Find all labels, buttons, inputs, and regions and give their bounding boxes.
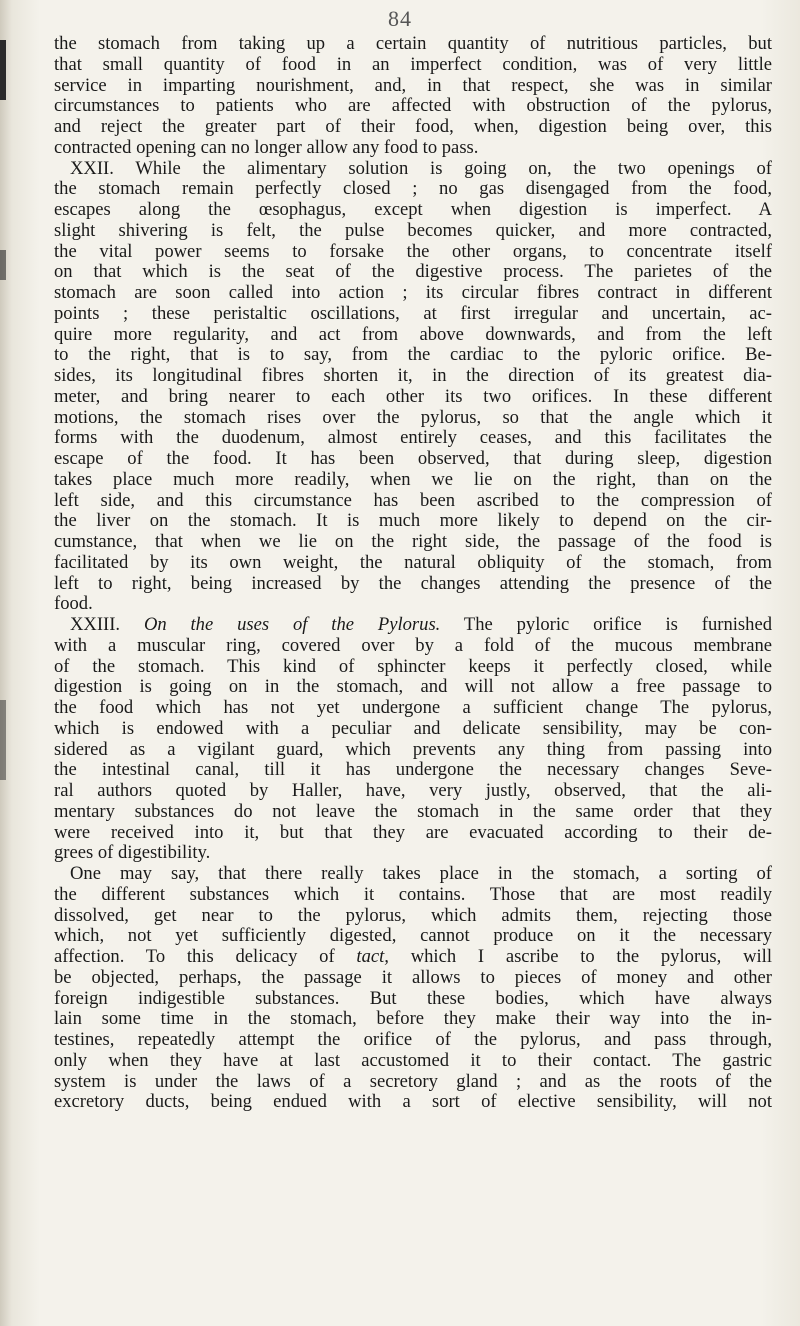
binding-shadow — [0, 250, 6, 280]
text-line: the food which has not yet undergone a sufficient change The pylorus, — [54, 697, 772, 718]
text-line: circumstances to patients who are affected with obstruction of the pylorus, — [54, 95, 772, 117]
text-line: quire more regularity, and act from above downwards, and from the left — [54, 323, 772, 345]
text-line: system is under the laws of a secretory gland ; and as the roots of the — [54, 1070, 772, 1092]
text-line: to the right, that is to say, from the cardiac to the pyloric orifice. Be- — [54, 344, 772, 366]
text-line: the stomach remain perfectly closed ; no gas disengaged from the food, — [54, 178, 772, 200]
text-line: escapes along the œsophagus, except when digestion is imperfect. A — [54, 199, 772, 220]
body-text — [54, 34, 772, 1113]
text-line: of the stomach. This kind of sphincter keeps it perfectly closed, while — [54, 655, 772, 677]
text-line: cumstance, that when we lie on the right side, the passage of the food is — [54, 531, 772, 552]
text-line: stomach are soon called into action ; its circular fibres contract in different — [54, 282, 772, 303]
text-line: escape of the food. It has been observed, that during sleep, digestion — [54, 448, 772, 469]
text-line: facilitated by its own weight, the natural obliquity of the stomach, from — [54, 551, 772, 573]
text-line: lain some time in the stomach, before they make their way into the in- — [54, 1008, 772, 1030]
text-line: which, not yet sufficiently digested, cannot produce on it the necessary — [54, 925, 772, 947]
text-line: digestion is going on in the stomach, and will not allow a free passage to — [54, 676, 772, 698]
text-line: and reject the greater part of their food, when, digestion being over, this — [54, 116, 772, 137]
text-line: only when they have at last accustomed it to their contact. The gastric — [54, 1049, 772, 1071]
text-line: XXII. While the alimentary solution is going on, the two openings of — [70, 157, 772, 179]
text-line: affection. To this delicacy of tact, which I ascribe to the pylorus, will — [54, 946, 772, 967]
text-line: forms with the duodenum, almost entirely ceases, and this facilitates the — [54, 427, 772, 449]
text-line: testines, repeatedly attempt the orifice of the pylorus, and pass through, — [54, 1029, 772, 1050]
text-line: motions, the stomach rises over the pylorus, so that the angle which it — [54, 406, 772, 428]
text-line: dissolved, get near to the pylorus, which admits them, rejecting those — [54, 904, 772, 926]
text-line: meter, and bring nearer to each other its two orifices. In these different — [54, 385, 772, 407]
text-line: be objected, perhaps, the passage it allows to pieces of money and other — [54, 966, 772, 988]
text-line: left to right, being increased by the changes attending the presence of the — [54, 572, 772, 594]
text-line: food. — [54, 593, 93, 615]
text-line: left side, and this circumstance has been ascribed to the compression of — [54, 489, 772, 511]
text-line: contracted opening can no longer allow any food to pass. — [54, 136, 479, 158]
text-line: foreign indigestible substances. But these bodies, which have always — [54, 987, 772, 1009]
text-line: sidered as a vigilant guard, which prevents any thing from passing into — [54, 738, 772, 760]
text-line: were received into it, but that they are evacuated according to their de- — [54, 821, 772, 843]
text-line: One may say, that there really takes place in the stomach, a sorting of — [70, 863, 772, 884]
text-line: sides, its longitudinal fibres shorten it, in the direction of its greatest dia- — [54, 365, 772, 386]
text-line: the different substances which it contains. Those that are most readily — [54, 883, 772, 905]
text-line: service in imparting nourishment, and, in that respect, she was in similar — [54, 74, 772, 96]
text-line: with a muscular ring, covered over by a fold of the mucous membrane — [54, 634, 772, 656]
binding-shadow — [0, 40, 6, 100]
text-line: ral authors quoted by Haller, have, very justly, observed, that the ali- — [54, 780, 772, 801]
binding-shadow — [0, 700, 6, 780]
text-line: which is endowed with a peculiar and delicate sensibility, may be con- — [54, 717, 772, 739]
text-line: grees of digestibility. — [54, 842, 211, 864]
text-line: the vital power seems to forsake the other organs, to concentrate itself — [54, 240, 772, 262]
text-line: XXIII. On the uses of the Pylorus. The pyloric orifice is furnished — [70, 614, 772, 635]
text-line: points ; these peristaltic oscillations, at first irregular and uncertain, ac- — [54, 302, 772, 324]
page-number: 84 — [388, 6, 412, 31]
text-line: slight shivering is felt, the pulse becomes quicker, and more contracted, — [54, 219, 772, 241]
text-line: excretory ducts, being endued with a sort of elective sensibility, will not — [54, 1091, 772, 1113]
text-line: the liver on the stomach. It is much more likely to depend on the cir- — [54, 510, 772, 532]
text-line: the stomach from taking up a certain quantity of nutritious particles, but — [54, 33, 772, 54]
text-line: takes place much more readily, when we lie on the right, than on the — [54, 468, 772, 490]
text-line: mentary substances do not leave the stomach in the same order that they — [54, 800, 772, 822]
text-line: the intestinal canal, till it has undergone the necessary changes Seve- — [54, 759, 772, 781]
text-line: that small quantity of food in an imperfect condition, was of very little — [54, 53, 772, 75]
text-line: on that which is the seat of the digestive process. The parietes of the — [54, 261, 772, 283]
